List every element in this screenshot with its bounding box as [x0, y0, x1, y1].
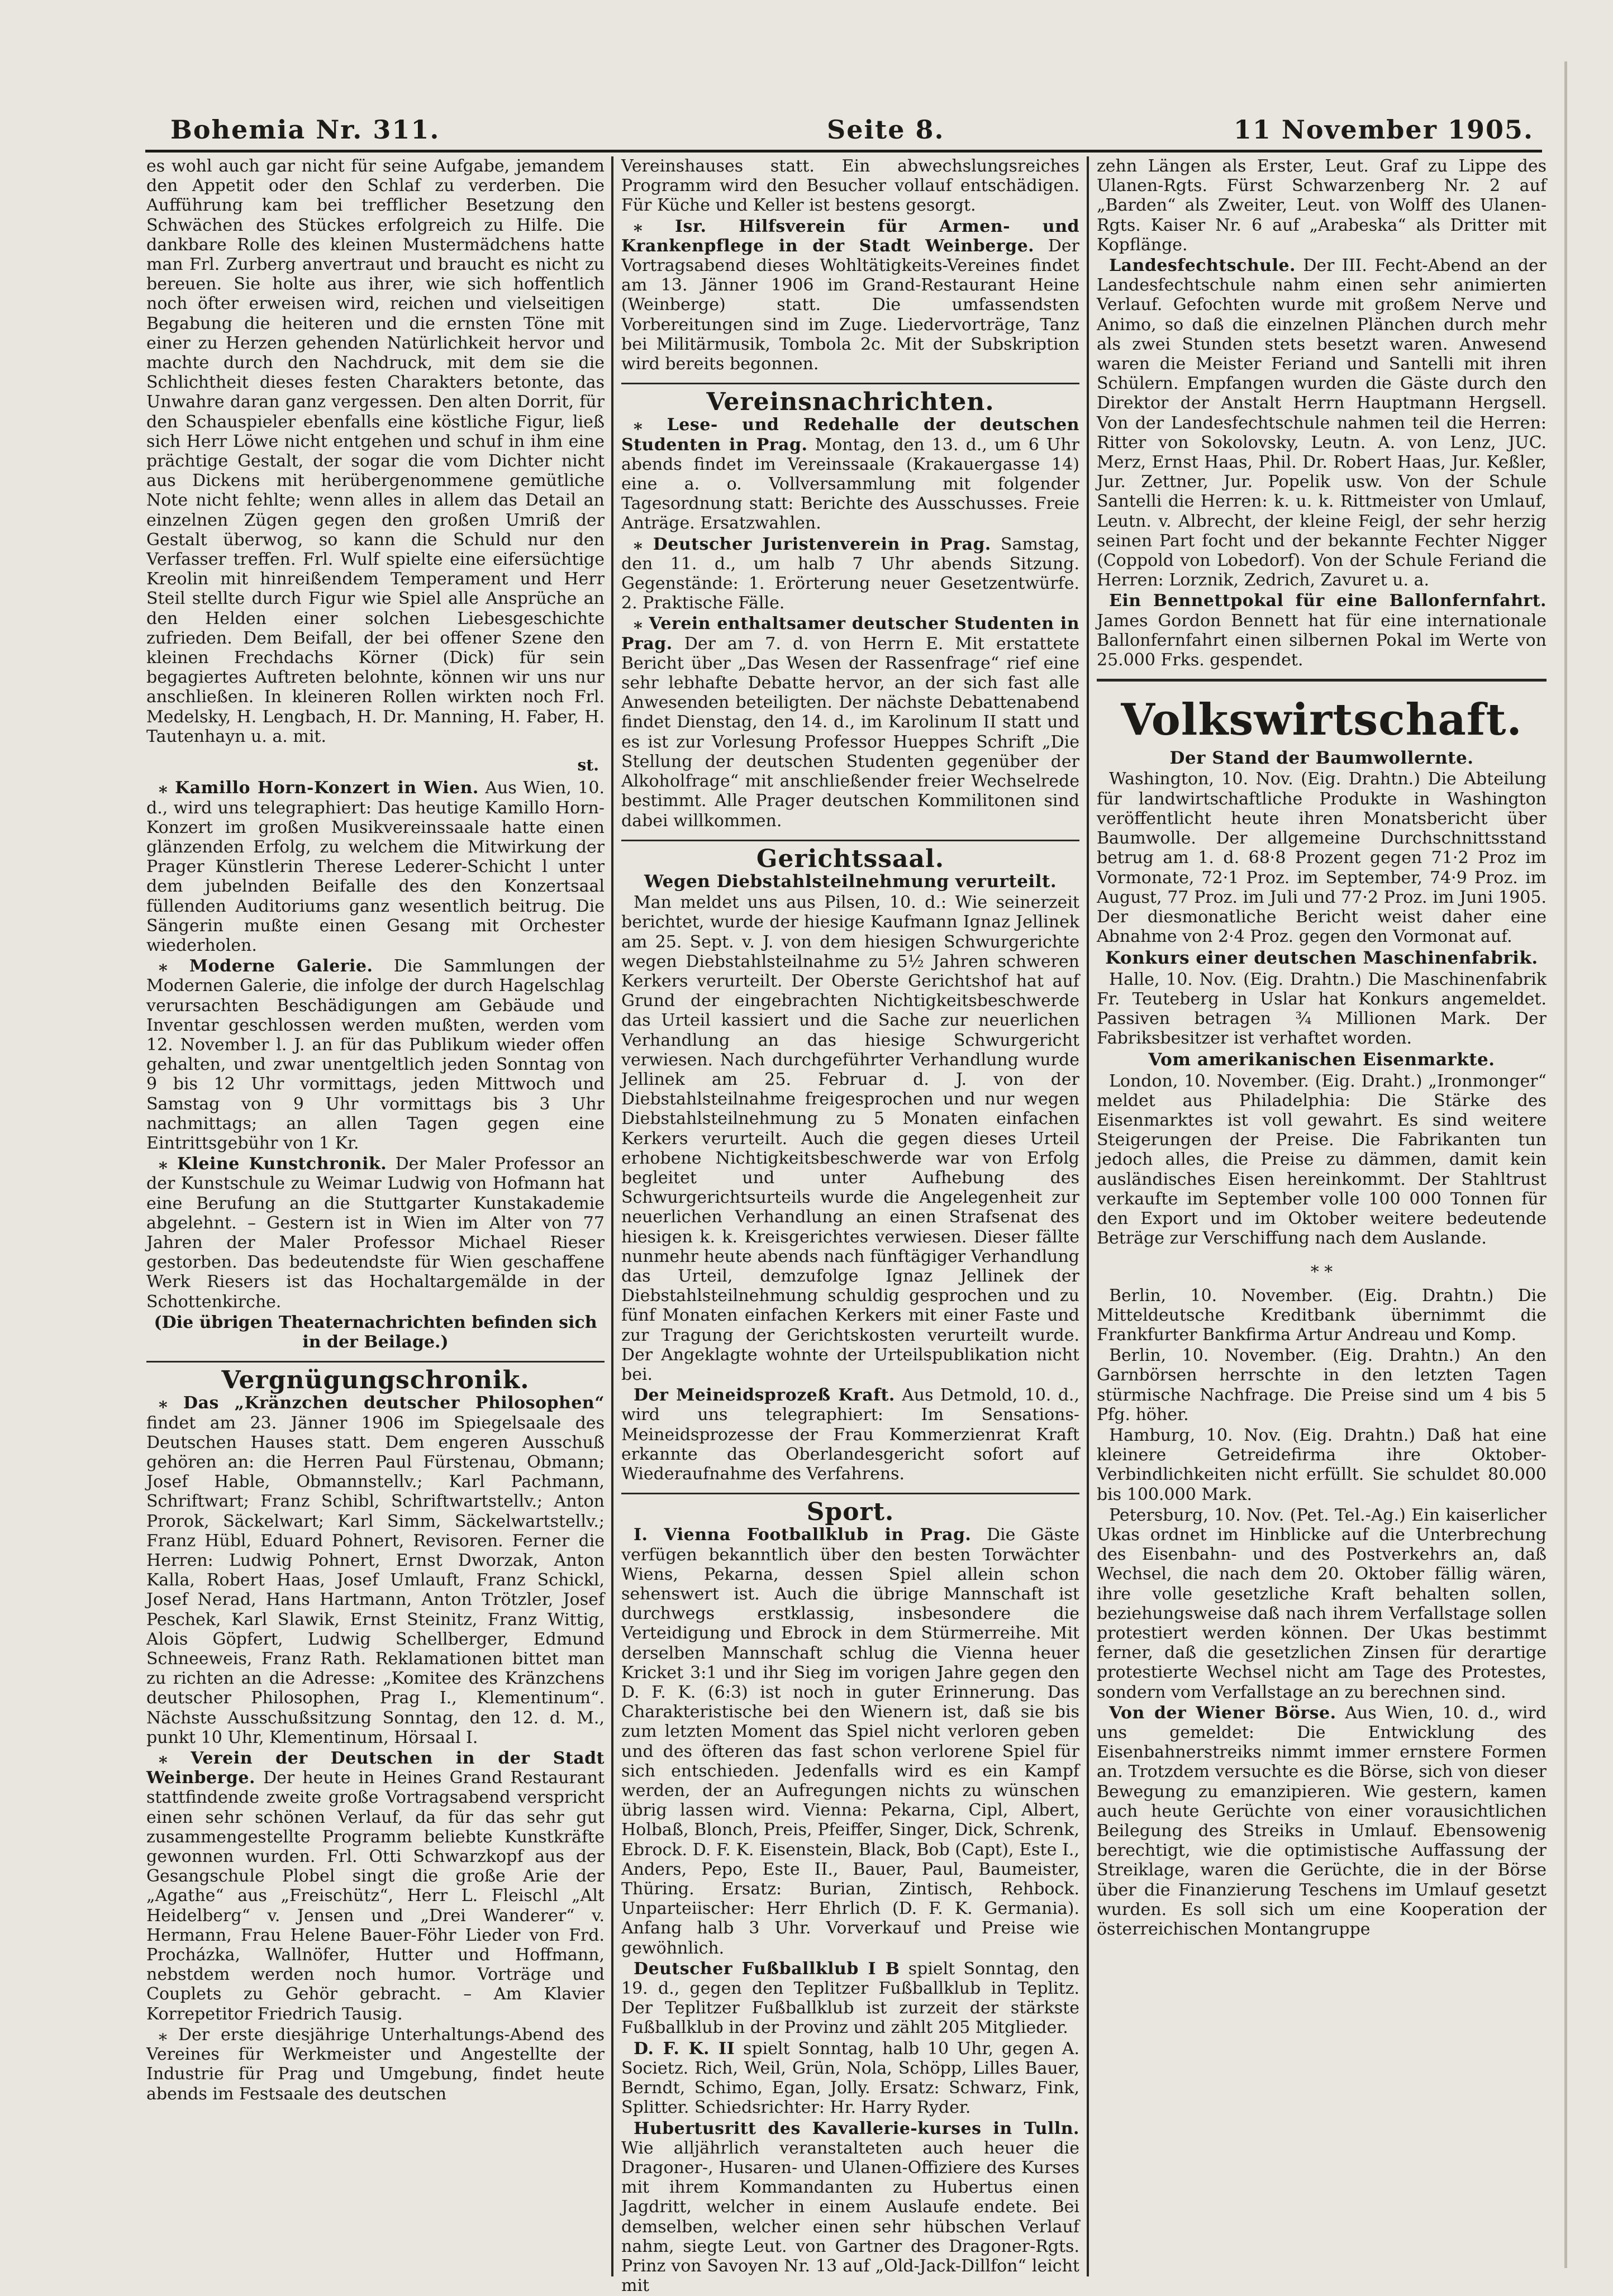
article-vienna-footballklub	[621, 1525, 1079, 1957]
article-berlin-garnboersen: Berlin, 10. November. (Eig. Drahtn.) An den Garnbörsen herrschte in den letzten Tagen stürmische Nachfrage. Die Preise sind um 4 bis 5 Pfg. höher.	[1097, 1346, 1547, 1425]
article-body: findet am 23. Jänner 1906 im Spiegelsaale des Deutschen Hauses statt. Dem engeren Ausschuß gehören an: die Herren Paul Fürstenau, Obmann; Josef Hable, Obmannstellv.; Karl Pachmann, Schriftwart; Franz Schibl, Schriftwartstellv.; Anton Prorok, Säckelwart; Karl Simm, Säckelwartstellv.; Franz Hübl, Eduard Pohnert, Revisoren. Ferner die Herren: Ludwig Pohnert, Ernst Dworzak, Anton Kalla, Robert Haas, Josef Umlauft, Franz Schickl, Josef Nerad, Hans Hartmann, Anton Trötzler, Josef Peschek, Karl Slawik, Ernst Steinitz, Franz Wittig, Alois Göpfert, Ludwig Schellberger, Edmund Schneeweis, Franz Rath. Reklamationen bittet man zu richten an die Adresse: „Komitee des Kränzchens deutscher Philosophen, Prag I., Klementinum“. Nächste Ausschußsitzung Sonntag, den 12. d. M., punkt 10 Uhr, Klementinum, Hörsaal I.	[146, 1413, 605, 1747]
article-werkmeister: ⁎ Der erste diesjährige Unterhaltungs-Abend des Vereines für Werkmeister und Angestellte der Industrie für Prag und Umgebung, findet heute abends im Festsaale des deutschen	[146, 2025, 605, 2104]
article-heading: I. Vienna Footballklub in Prag.	[634, 1525, 972, 1545]
article-enthaltsame-studenten	[621, 614, 1079, 830]
article-dfk-2	[621, 2039, 1079, 2118]
article-hilfsverein	[621, 217, 1079, 374]
article-heading: ⁎ Das „Kränzchen deutscher Philosophen“	[159, 1393, 605, 1413]
article-body: Der Vortragsabend dieses Wohltätigkeits-Vereines findet am 13. Jänner 1906 im Grand-Restaurant Heine (Weinberge) statt. Die umfassendsten Vorbereitungen sind im Zuge. Liedervorträge, Tanz bei Militärmusik, Tombola 2c. Mit der Subskription wird bereits begonnen.	[621, 236, 1079, 374]
article-heading: Von der Wiener Börse.	[1109, 1703, 1336, 1723]
article-heading: Deutscher Fußballklub I B	[634, 1959, 900, 1979]
section-title-volkswirtschaft: Volkswirtschaft.	[1121, 694, 1522, 746]
article-body: James Gordon Bennett hat für eine internationale Ballonfernfahrt einen silbernen Pokal im Werte von 25.000 Frks. gespendet.	[1097, 611, 1547, 670]
article-kraenzchen	[146, 1393, 605, 1747]
article-heading: Der Meineidsprozeß Kraft.	[634, 1385, 895, 1406]
article-heading: Ein Bennettpokal für eine Ballonfernfahrt.	[1109, 591, 1547, 611]
article-heading-eisenmarkt: Vom amerikanischen Eisenmarkte.	[1148, 1050, 1495, 1070]
article-juristenverein	[621, 535, 1079, 613]
article-body: spielt Sonntag, halb 10 Uhr, gegen A. Societz. Rich, Weil, Grün, Nola, Schöpp, Lilles Bauer, Berndt, Schimo, Egan, Jolly. Ersatz: Schwarz, Fink, Splitter. Schiedsrichter: Hr. Harry Ryder.	[621, 2038, 1079, 2118]
article-eisenmarkt: London, 10. November. (Eig. Draht.) „Ironmonger“ meldet aus Philadelphia: Die Stärke des Eisenmarktes ist voll gewahrt. Es sind weitere Steigerungen der Preise. Die Fabrikanten tun jedoch alles, die Preise zu dämmen, damit kein ausländisches Eisen hereinkommt. Der Stahltrust verkaufte im September volle 100 000 Tonnen für den Export und im Oktober weitere bedeutende Beträge zur Verschiffung nach dem Auslande.	[1097, 1071, 1547, 1249]
masthead-rule	[145, 150, 1542, 153]
article-body: Montag, den 13. d., um 6 Uhr abends findet im Vereinssaale (Krakauergasse 14) eine a. o. Vollversammlung mit folgender Tagesordnung statt: Berichte des Ausschusses. Freie Anträge. Ersatzwahlen.	[621, 435, 1079, 533]
article-fussballklub	[621, 1959, 1079, 2038]
theater-review-signature: st.	[577, 756, 599, 775]
column-1	[146, 156, 605, 2279]
article-heading-diebstahl: Wegen Diebstahlsteilnehmung verurteilt.	[644, 871, 1057, 892]
page-edge-shadow	[1564, 61, 1567, 2268]
article-heading: ⁎ Kleine Kunstchronik.	[159, 1154, 387, 1174]
beilage-note: (Die übrigen Theaternachrichten befinden sich in der Beilage.)	[154, 1312, 597, 1352]
article-heading: D. F. K. II	[634, 2038, 735, 2059]
article-heading: Hubertusritt des Kavallerie-kurses in Tulln.	[634, 2118, 1079, 2138]
article-heading: ⁎ Lese- und Redehalle der deutschen Studenten in Prag.	[621, 415, 1079, 455]
article-landesfechtschule	[1097, 256, 1547, 590]
article-body: spielt Sonntag, den 19. d., gegen den Teplitzer Fußballklub in Teplitz. Der Teplitzer Fußballklub ist zurzeit der stärkste Fußballklub in der Provinz und zählt 205 Mitglieder.	[621, 1959, 1079, 2038]
issue-date: 11 November 1905.	[1233, 115, 1534, 145]
article-wiener-boerse	[1097, 1703, 1547, 1939]
article-body: Der Maler Professor an der Kunstschule zu Weimar Ludwig von Hofmann hat eine Berufung an die Stuttgarter Kunstakademie abgelehnt. – Gestern ist in Wien im Alter von 77 Jahren der Maler Professor Michael Rieser gestorben. Das bedeutendste für Wien geschaffene Werk Riesers ist das Hochaltargemälde in der Schottenkirche.	[146, 1154, 605, 1312]
section-rule	[621, 1493, 1079, 1494]
article-heading: ⁎ Isr. Hilfsverein für Armen- und Krankenpflege in der Stadt Weinberge.	[621, 216, 1079, 256]
column-3	[1097, 156, 1547, 2279]
article-body: Wie alljährlich veranstalteten auch heuer die Dragoner-, Husaren- und Ulanen-Offiziere des Kurses mit ihrem Kommandanten zu Hubertus einen Jagdritt, welcher in einem Auslaufe endete. Bei demselben, welcher einen sehr hübschen Verlauf nahm, siegte Leut. von Gartner des Dragoner-Rgts. Prinz von Savoyen Nr. 13 auf „Old-Jack-Dillfon“ leicht mit	[621, 2138, 1079, 2296]
article-body: Aus Wien, 10. d., wird uns gemeldet: Die Entwicklung des Eisenbahnerstreiks nimmt immer ernstere Formen an. Trotzdem versuchte es die Börse, sich von dieser Bewegung zu emanzipieren. Wie gestern, kamen auch heute Gerüchte von einer vorausichtlichen Beilegung des Streiks in Umlauf. Ebensowenig berechtigt, wie die optimistische Auffassung der Streiklage, waren die Gerüchte, die in der Börse über die Finanzierung Teschens im Umlauf gesetzt wurden. Es soll sich um eine Kooperation der österreichischen Montangruppe	[1097, 1703, 1547, 1940]
article-body: Der heute in Heines Grand Restaurant stattfindende zweite große Vortragsabend verspricht einen sehr schönen Verlauf, da für das sehr gut zusammengestellte Programm beliebte Kunstkräfte gewonnen wurden. Frl. Otti Schwarzkopf aus der Gesangschule Plobel singt die große Arie der „Agathe“ aus „Freischütz“, Herr L. Fleischl „Alt Heidelberg“ v. Jensen und „Drei Wanderer“ v. Hermann, Frau Helene Bauer-Föhr Lieder von Frd. Procházka, Wallnöfer, Hutter und Hoffmann, nebstdem werden noch humor. Vorträge und Couplets zu Gehör gebracht. – Am Klavier Korrepetitor Friedrich Tausig.	[146, 1768, 605, 2024]
column-divider	[1087, 156, 1089, 2276]
section-title-sport: Sport.	[806, 1498, 894, 1527]
masthead	[170, 115, 1534, 148]
article-heading: Landesfechtschule.	[1109, 256, 1296, 276]
section-rule	[621, 383, 1079, 384]
article-continued-text: zehn Längen als Erster, Leut. Graf zu Lippe des Ulanen-Rgts. Fürst Schwarzenberg Nr. 2 auf „Barden“ als Zweiter, Leut. von Wolff des Ulanen-Rgts. Kaiser Nr. 6 auf „Arabeska“ als Dritter mit Kopflänge.	[1097, 156, 1547, 255]
article-body: Der am 7. d. von Herrn E. Mit erstattete Bericht über „Das Wesen der Rassenfrage“ rief eine sehr lebhafte Debatte hervor, an der sich fast alle Anwesenden beteiligten. Der nächste Debattenabend findet Dienstag, den 14. d., im Karolinum II statt und es ist zur Vorlesung Professor Hueppes Schrift „Die Stellung der deutschen Studenten gegenüber der Alkoholfrage“ mit anschließender freier Wechselrede bestimmt. Alle Prager deutschen Kommilitonen sind dabei willkommen.	[621, 633, 1079, 831]
section-title-gerichtssaal: Gerichtssaal.	[756, 844, 945, 873]
theater-review-text: es wohl auch gar nicht für seine Aufgabe, jemandem den Appetit oder den Schlaf zu verderben. Die Aufführung kam bei trefflicher Besetzung den Schwächen des Stückes erfolgreich zu Hilfe. Die dankbare Rolle des kleinen Mustermädchens hatte man Frl. Zurberg anvertraut und braucht es nicht zu bereuen. Sie holte aus ihrer, wie sich hoffentlich noch öfter erweisen wird, reichen und vielseitigen Begabung die heiteren und die ernsten Töne mit einer zu Herzen gehenden Natürlichkeit hervor und machte durch den Nachdruck, mit dem sie die Schlichtheit dieses festen Charakters betonte, das Unwahre daran ganz vergessen. Den alten Dorrit, für den Schauspieler ebenfalls eine köstliche Figur, ließ sich Herr Löwe nicht entgehen und schuf in ihm eine prächtige Gestalt, der sogar die vom Dichter nicht aus Dickens mit herübergenommene gemütliche Note nicht fehlte; wenn alles in allem das Detail an einzelnen Zügen gegen den großen Umriß der Gestalt überwog, so kann die Schuld nur den Verfasser treffen. Frl. Wulf spielte eine eifersüchtige Kreolin mit hinreißendem Temperament und Herr Steil stellte durch Figur wie Spiel alle Ansprüche an den Helden einer solchen Liebesgeschichte zufrieden. Dem Beifall, der bei offener Szene den kleinen Frechdachs Körner (Dick) für sein begagiertes Auftreten belohnte, können wir uns nur anschließen. In kleineren Rollen wirkten noch Frl. Medelsky, H. Lengbach, H. Dr. Manning, H. Faber, H. Tautenhayn u. a. mit.	[146, 156, 605, 746]
article-body: Aus Wien, 10. d., wird uns telegraphiert: Das heutige Kamillo Horn-Konzert im großen Musikvereinssaale hatte einen glänzenden Erfolg, zu welchem die Mitwirkung der Prager Künstlerin Therese Lederer-Schicht l unter dem jubelnden Beifalle des den Konzertsaal füllenden Auditoriums ganz wesentlich beitrug. Die Sängerin mußte einen Gesang mit Orchester wiederholen.	[146, 778, 605, 955]
section-title-vergnuegungschronik: Vergnügungschronik.	[221, 1366, 530, 1395]
article-lesehalle	[621, 415, 1079, 533]
article-body: Die Sammlungen der Modernen Galerie, die infolge der durch Hagelschlag verursachten Beschädigungen am Gebäude und Inventar geschlossen werden mußten, werden vom 12. November l. J. an für das Publikum wieder offen gehalten, und zwar unentgeltlich jeden Sonntag von 9 bis 12 Uhr vormittags, jeden Mittwoch und Samstag von 9 Uhr vormittags bis 3 Uhr nachmittags; an allen Tagen gegen eine Eintrittsgebühr von 1 Kr.	[146, 956, 605, 1153]
article-heading-baumwolle: Der Stand der Baumwollernte.	[1169, 748, 1474, 769]
article-heading: ⁎ Verein enthaltsamer deutscher Studenten in Prag.	[621, 614, 1079, 654]
section-rule	[1097, 679, 1547, 682]
article-kunstchronik	[146, 1154, 605, 1312]
article-continued-text: Vereinshauses statt. Ein abwechslungsreiches Programm wird den Besucher vollauf entschädigen. Für Küche und Keller ist bestens gesorgt.	[621, 156, 1079, 216]
article-body: Die Gäste verfügen bekanntlich über den besten Torwächter Wiens, Pekarna, dessen Spiel allein schon sehenswert ist. Auch die übrige Mannschaft ist durchwegs erstklassig, insbesondere die Verteidigung und Ebrock in dem Stürmerreihe. Mit derselben Mannschaft schlug die Vienna heuer Kricket 3:1 und ihr Sieg im vorigen Jahre gegen den D. F. K. (6:3) ist noch in guter Erinnerung. Das Charakteristische bei den Wienern ist, daß sie bis zum letzten Moment das Spiel nicht verloren geben und des öfteren das fast schon verlorene Spiel für sich entschieden. Jedenfalls wird es ein Kampf werden, der an Aufregungen nichts zu wünschen übrig lassen wird. Vienna: Pekarna, Cipl, Albert, Holbaß, Blonch, Preis, Pfeiffer, Singer, Dick, Schrenk, Ebrock. D. F. K. Eisenstein, Black, Bob (Capt), Este I., Anders, Pepo, Este II., Bauer, Paul, Baumeister, Thüring. Ersatz: Burian, Zintisch, Rehbock. Unparteiischer: Herr Ehrlich (D. F. K. Germania). Anfang halb 3 Uhr. Vorverkauf und Preise wie gewöhnlich.	[621, 1525, 1079, 1958]
article-bennettpokal	[1097, 591, 1547, 670]
article-body: Aus Detmold, 10. d., wird uns telegraphiert: Im Sensations-Meineidsprozesse der Frau Kommerzienrat Kraft erkannte das Oberlandesgericht sofort auf Wiederaufnahme des Verfahrens.	[621, 1385, 1079, 1484]
article-petersburg: Petersburg, 10. Nov. (Pet. Tel.-Ag.) Ein kaiserlicher Ukas ordnet im Hinblicke auf die Unterbrechung des Eisenbahn- und des Postverkehrs an, daß Wechsel, die nach dem 20. Oktober fällig wären, ihre volle gesetzliche Kraft behalten sollen, beziehungsweise daß nach ihrem Verfallstage sollen protestiert werden können. Der Ukas bestimmt ferner, daß die gesetzlichen Zinsen für derartige protestierte Wechsel nicht am Tage des Protestes, sondern vom Verfallstage an zu berechnen sind.	[1097, 1505, 1547, 1702]
article-heading: ⁎ Verein der Deutschen in der Stadt Weinberge.	[146, 1749, 605, 1788]
article-berlin-kreditbank: Berlin, 10. November. (Eig. Drahtn.) Die Mitteldeutsche Kreditbank übernimmt die Frankfurter Bankfirma Artur Andreau und Komp.	[1097, 1285, 1547, 1345]
article-heading: ⁎ Kamillo Horn-Konzert in Wien.	[159, 778, 479, 798]
article-body: Samstag, den 11. d., um halb 7 Uhr abends Sitzung. Gegenstände: 1. Erörterung neuer Gesetzentwürfe. 2. Praktische Fälle.	[621, 534, 1079, 613]
article-diebstahl: Man meldet uns aus Pilsen, 10. d.: Wie seinerzeit berichtet, wurde der hiesige Kaufmann Ignaz Jellinek am 25. Sept. v. J. von dem hiesigen Schwurgerichte wegen Diebstahlsteilnahme zu 5½ Jahren schweren Kerkers verurteilt. Der Oberste Gerichtshof hat auf Grund der eingebrachten Nichtigkeitsbeschwerde das Urteil kassiert und die Sache zur neuerlichen Verhandlung an das hiesige Schwurgericht verwiesen. Nach durchgeführter Verhandlung wurde Jellinek am 25. Februar d. J. von der Diebstahlsteilnahme freigesprochen und nur wegen Diebstahlsteilnehmung zu 5 Monaten einfachen Kerkers verurteilt. Auch die gegen dieses Urteil erhobene Nichtigkeitsbeschwerde war von Erfolg begleitet und unter Aufhebung des Schwurgerichtsurteils wurde die Angelegenheit zur neuerlichen Verhandlung an einen Strafsenat des hiesigen k. k. Kreisgerichtes verwiesen. Dieser fällte nunmehr heute abends nach fünftägiger Verhandlung das Urteil, demzufolge Ignaz Jellinek der Diebstahlsteilnehmung schuldig gesprochen und zu fünf Monaten einfachen Kerkers mit einer Faste und zur Tragung der Gerichtskosten verurteilt wurde. Der Angeklagte wohnte der Urteilspublikation nicht bei.	[621, 893, 1079, 1384]
section-title-vereinsnachrichten: Vereinsnachrichten.	[706, 388, 995, 417]
article-meineidsprozess	[621, 1385, 1079, 1484]
page-number: Seite 8.	[827, 115, 945, 145]
section-rule	[621, 840, 1079, 841]
article-body: Der III. Fecht-Abend an der Landesfechtschule nahm einen sehr animierten Verlauf. Gefochten wurde mit großem Nerve und Animo, so daß die einzelnen Plänchen durch mehr als zwei Stunden stets besetzt waren. Anwesend waren die Meister Feriand und Santelli mit ihren Schülern. Empfangen wurden die Gäste durch den Direktor der Anstalt Herrn Hauptmann Hergsell. Von der Landesfechtschule nahmen teil die Herren: Ritter von Sokolovsky, Leutn. A. von Lenz, JUC. Merz, Ernst Haas, Phil. Dr. Robert Haas, Jur. Keßler, Jur. Zettner, Jur. Popelik usw. Von der Schule Santelli die Herren: k. u. k. Rittmeister von Umlauf, Leutn. v. Albrecht, der kleine Feigl, der sehr herzig seinen Part focht und der bekannte Fechter Nigger (Coppold von Lobedorf). Von der Schule Feriand die Herren: Lorznik, Zedrich, Zavuret u. a.	[1097, 256, 1547, 590]
article-heading-konkurs: Konkurs einer deutschen Maschinenfabrik.	[1105, 948, 1538, 969]
masthead-title: Bohemia Nr. 311.	[170, 115, 440, 145]
article-konkurs: Halle, 10. Nov. (Eig. Drahtn.) Die Maschinenfabrik Fr. Teuteberg in Uslar hat Konkurs angemeldet. Passiven betragen ¾ Millionen Mark. Der Fabriksbesitzer ist verhaftet worden.	[1097, 969, 1547, 1049]
article-heading: ⁎ Deutscher Juristenverein in Prag.	[634, 534, 991, 554]
column-divider	[611, 156, 613, 2276]
section-rule	[146, 1361, 605, 1363]
article-moderne-galerie	[146, 956, 605, 1153]
article-hubertusritt	[621, 2119, 1079, 2296]
article-hamburg: Hamburg, 10. Nov. (Eig. Drahtn.) Daß hat eine kleinere Getreidefirma ihre Oktober-Verbindlichkeiten nicht erfüllt. Sie schuldet 80.000 bis 100.000 Mark.	[1097, 1425, 1547, 1504]
article-heading: ⁎ Moderne Galerie.	[159, 956, 373, 976]
column-2	[621, 156, 1079, 2296]
article-verein-weinberge	[146, 1749, 605, 2024]
article-baumwollernte: Washington, 10. Nov. (Eig. Drahtn.) Die Abteilung für landwirtschaftliche Produkte in Washington veröffentlicht heute ihren Monatsbericht über Baumwolle. Der allgemeine Durchschnittsstand betrug am 1. d. 68·8 Prozent gegen 71·2 Proz im Vormonate, 72·1 Proz. im September, 74·9 Proz. im August, 77 Proz. im Juli und 77·2 Proz. im Juni 1905. Der diesmonatliche Bericht weist daher eine Abnahme von 2·4 Proz. gegen den Vormonat auf.	[1097, 769, 1547, 947]
asterism-divider: ⁎ ⁎	[1310, 1257, 1333, 1277]
article-kamillo-horn	[146, 778, 605, 955]
